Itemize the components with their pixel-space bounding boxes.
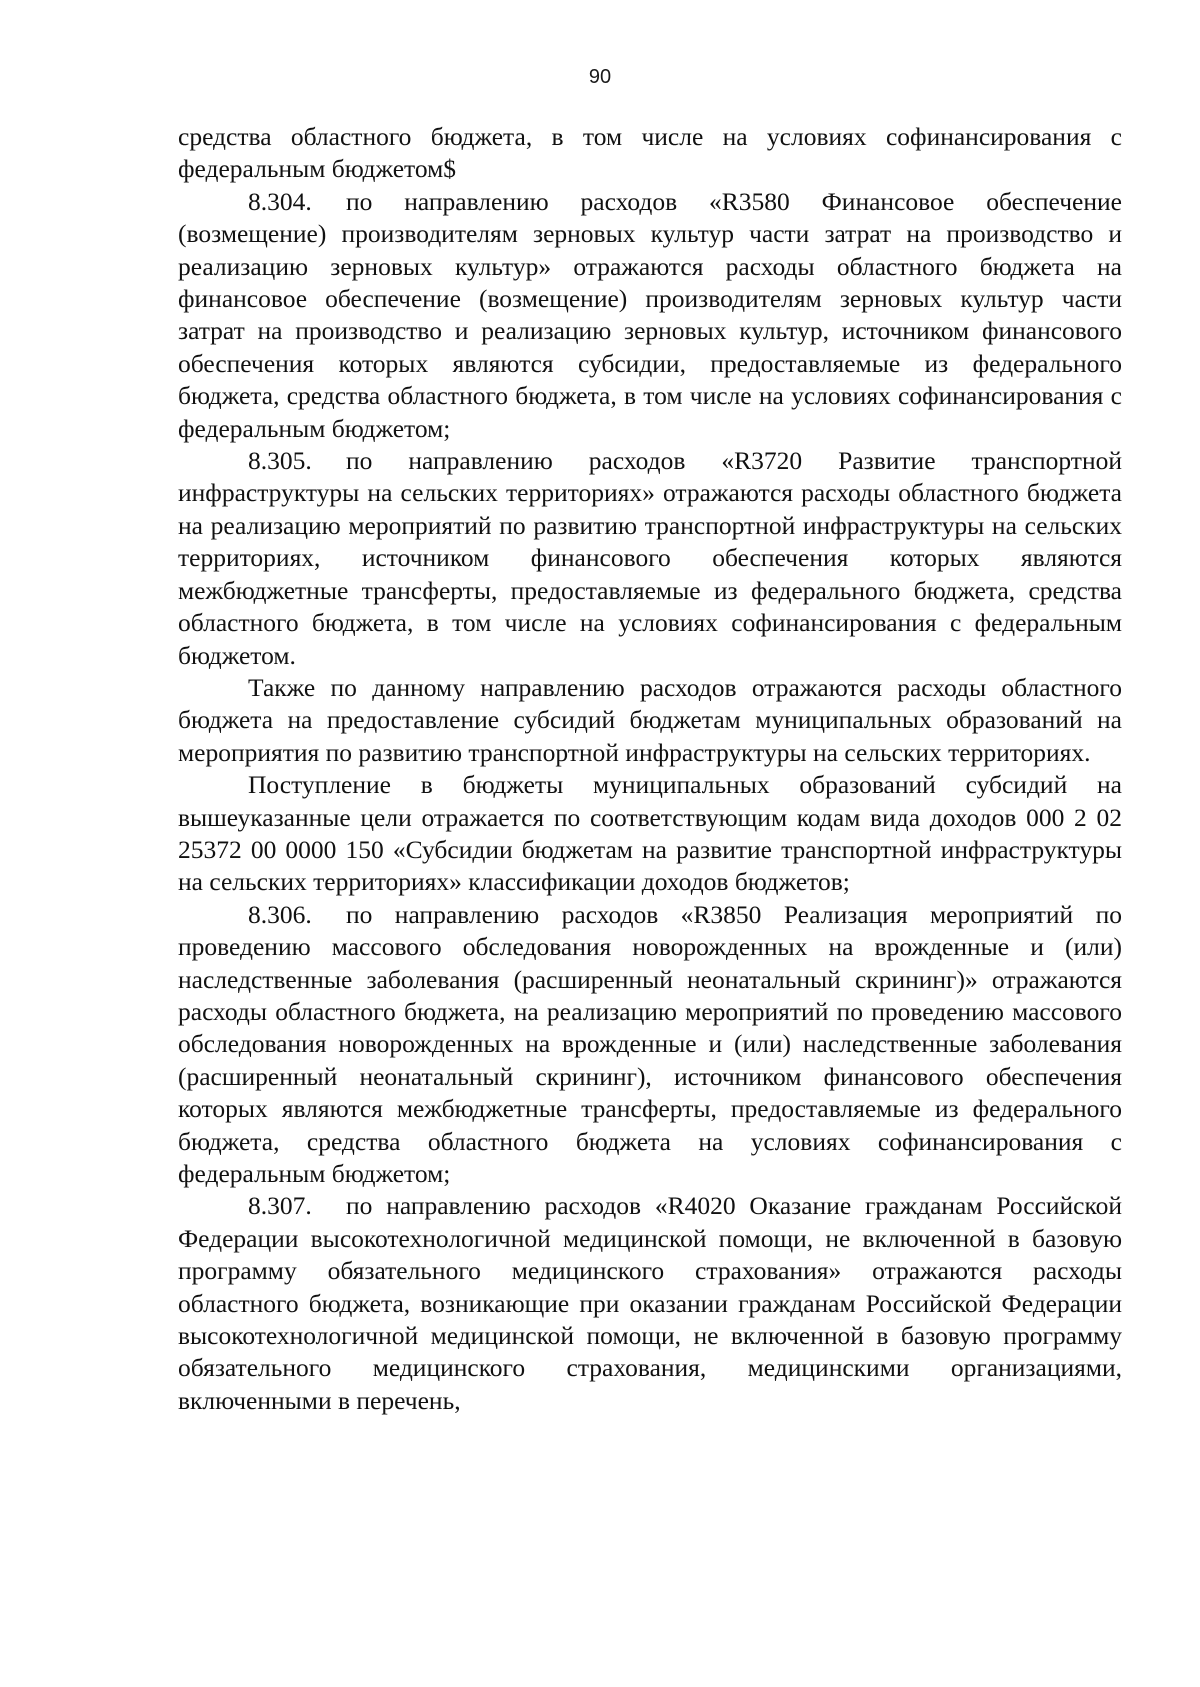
clause-number: 8.304.: [248, 186, 312, 216]
page-number: 90: [588, 66, 612, 88]
paragraph-text: по направлению расходов «R3850 Реализация мероприятий по проведению массового обследования новорожденных на врожденные и (или) наследственные заболевания (расширенный неонатальный скрининг)» отражаются расходы областного бюджета, на реализацию мероприятий по проведению массового обследования новорожденных на врожденные и (или) наследственные заболевания (расширенный неонатальный скрининг), источником финансового обеспечения которых являются межбюджетные трансферты, предоставляемые из федерального бюджета, средства областного бюджета на условиях софинансирования с федеральным бюджетом;: [178, 899, 1122, 1188]
paragraph-text: Также по данному направлению расходов отражаются расходы областного бюджета на предоставление субсидий бюджетам муниципальных образований на мероприятия по развитию транспортной инфраструктуры на сельских территориях.: [178, 672, 1122, 767]
paragraph-8-305: [178, 445, 1122, 672]
document-body: [178, 121, 1122, 1417]
paragraph-receipt: [178, 769, 1122, 899]
clause-number: 8.307.: [248, 1191, 312, 1221]
paragraph-8-306: [178, 899, 1122, 1191]
clause-number: 8.306.: [248, 899, 312, 929]
paragraph-8-307: [178, 1190, 1122, 1417]
paragraph-text: по направлению расходов «R3580 Финансовое обеспечение (возмещение) производителям зерновых культур части затрат на производство и реализацию зерновых культур» отражаются расходы областного бюджета на финансовое обеспечение (возмещение) производителям зерновых культур части затрат на производство и реализацию зерновых культур, источником финансового обеспечения которых являются субсидии, предоставляемые из федерального бюджета, средства областного бюджета, в том числе на условиях софинансирования с федеральным бюджетом;: [178, 186, 1122, 443]
paragraph-text: по направлению расходов «R4020 Оказание гражданам Российской Федерации высокотехнологичной медицинской помощи, не включенной в базовую программу обязательного медицинского страхования» отражаются расходы областного бюджета, возникающие при оказании гражданам Российской Федерации высокотехнологичной медицинской помощи, не включенной в базовую программу обязательного медицинского страхования, медицинскими организациями, включенными в перечень,: [178, 1191, 1122, 1415]
paragraph-continuation: [178, 121, 1122, 186]
paragraph-text: Поступление в бюджеты муниципальных образований субсидий на вышеуказанные цели отражается по соответствующим кодам вида доходов 000 2 02 25372 00 0000 150 «Субсидии бюджетам на развитие транспортной инфраструктуры на сельских территориях» классификации доходов бюджетов;: [178, 770, 1122, 897]
paragraph-text: по направлению расходов «R3720 Развитие транспортной инфраструктуры на сельских территориях» отражаются расходы областного бюджета на реализацию мероприятий по развитию транспортной инфраструктуры на сельских территориях, источником финансового обеспечения которых являются межбюджетные трансферты, предоставляемые из федерального бюджета, средства областного бюджета, в том числе на условиях софинансирования с федеральным бюджетом.: [178, 446, 1122, 670]
paragraph-8-304: [178, 186, 1122, 445]
paragraph-also: [178, 672, 1122, 769]
paragraph-text: средства областного бюджета, в том числе на условиях софинансирования с федеральным бюджетом$: [178, 122, 1122, 184]
clause-number: 8.305.: [248, 446, 312, 476]
